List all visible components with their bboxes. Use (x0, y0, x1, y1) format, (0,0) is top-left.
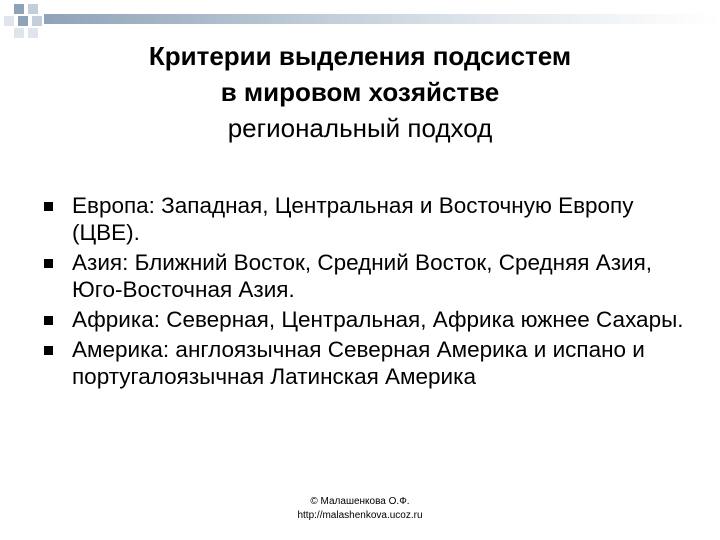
bullet-item-america (44, 336, 684, 390)
bullet-square-icon (44, 259, 53, 268)
bullet-item-asia (44, 249, 684, 303)
bullet-text: Европа: Западная, Центральная и Восточную Европу (ЦВЕ). (72, 193, 634, 245)
decor-square (18, 16, 28, 26)
footer-author: © Малашенкова О.Ф. (310, 496, 410, 507)
slide-title (0, 38, 720, 146)
decor-square (4, 16, 14, 26)
bullet-text: Азия: Ближний Восток, Средний Восток, Средняя Азия, Юго-Восточная Азия. (72, 250, 653, 302)
header-gradient-bar (44, 14, 720, 24)
decor-square (14, 4, 24, 14)
bullet-item-africa (44, 306, 684, 333)
bullet-text: Африка: Северная, Центральная, Африка южнее Сахары. (72, 307, 684, 332)
bullet-list (44, 192, 684, 393)
bullet-square-icon (44, 346, 53, 355)
bullet-square-icon (44, 316, 53, 325)
footer-url: http://malashenkova.ucoz.ru (297, 510, 423, 521)
title-line-2: в мировом хозяйстве (220, 77, 500, 107)
header-decoration (0, 0, 720, 40)
decor-square (28, 4, 38, 14)
title-line-1: Критерии выделения подсистем (148, 41, 572, 71)
slide-footer (240, 495, 480, 523)
decor-square (32, 16, 42, 26)
bullet-item-europe (44, 192, 684, 246)
decor-square (28, 28, 38, 38)
decor-square (14, 28, 24, 38)
bullet-text: Америка: англоязычная Северная Америка и испано и португалоязычная Латинская Америка (72, 337, 645, 389)
bullet-square-icon (44, 202, 53, 211)
slide-subtitle: региональный подход (227, 113, 493, 143)
